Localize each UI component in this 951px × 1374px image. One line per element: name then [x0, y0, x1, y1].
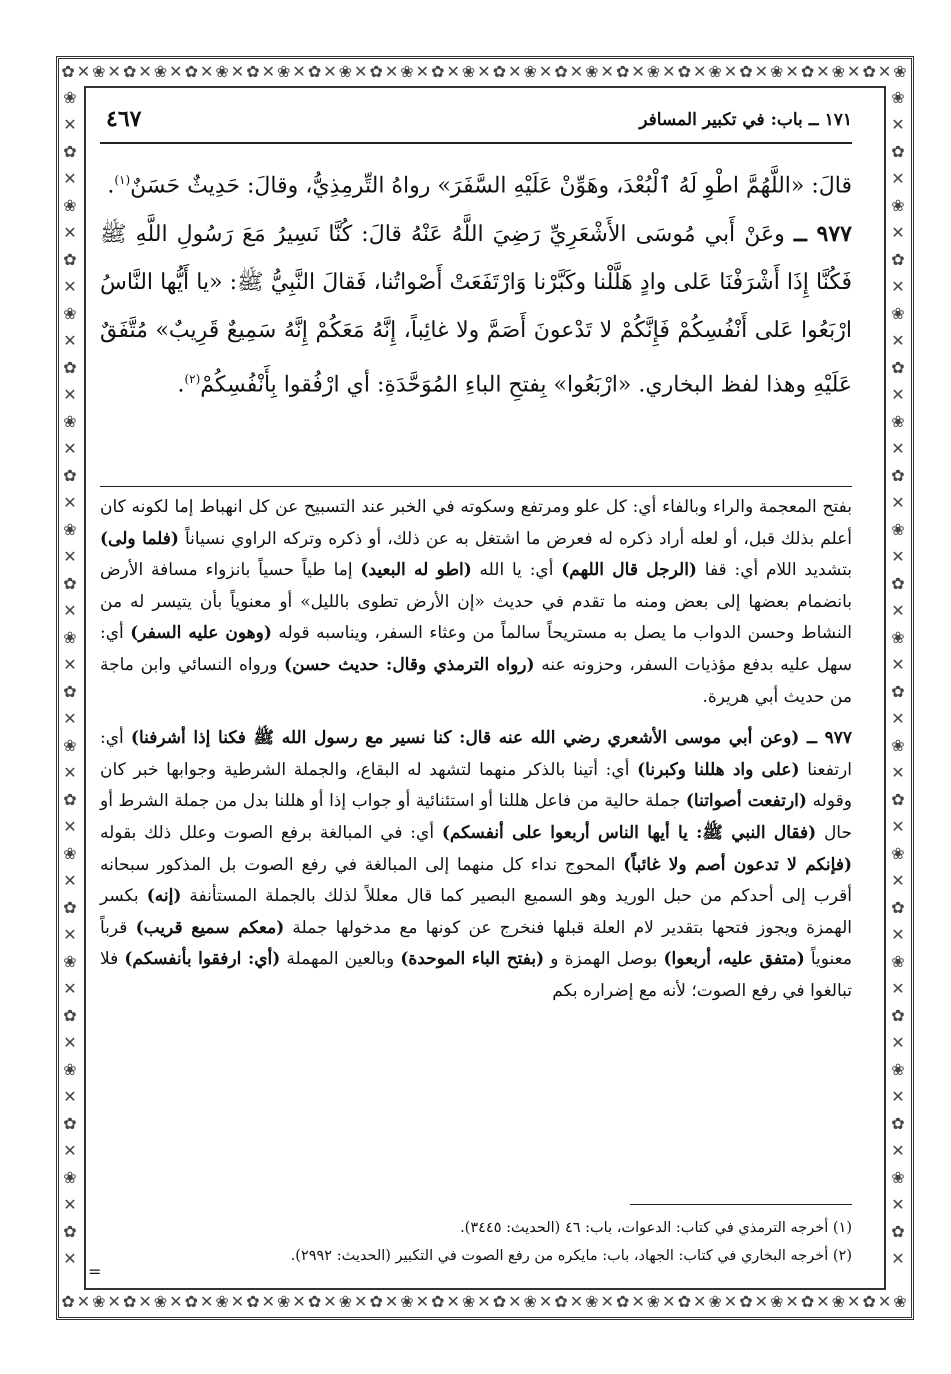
commentary-p2-segment-15: بوصل الهمزة و: [544, 949, 664, 970]
ornament-border-top: ✿✕❀✕✿✕❀✕✿✕❀✕✿✕❀✕✿✕❀✕✿✕❀✕✿✕❀✕✿✕❀✕✿✕❀✕✿✕❀✕✿✕❀✕✿✕❀✕✿✕❀✕✿✕❀: [61, 62, 909, 81]
hadith-text-block: [100, 156, 852, 410]
commentary-p2-segment-12: (معكم سميع قريب): [135, 917, 285, 938]
commentary-p1-segment-0: بفتح المعجمة والراء وبالفاء أي: كل علو ومرتفع وسكوته في الخبر عند التسبيح عن كل انهباط إما لكونه كان أعلم بذلك قبل، أو لعله أراد ذكره له فعرض ما اشتغل به عن ذلك، أو ذكره وتركه الراوي نسياناً: [100, 497, 852, 549]
footnotes: [100, 1214, 852, 1270]
commentary-p2-segment-1: أي: ارتفعنا: [100, 728, 852, 780]
margin-mark: =: [88, 1262, 102, 1281]
footnote-marker-2: (٢): [184, 372, 201, 387]
commentary-p1-segment-8: أي: سهل عليه بدفع مؤذيات السفر، وحزونه عنه: [100, 623, 853, 675]
commentary-p2-segment-14: (متفق عليه، أربعوا): [663, 949, 805, 970]
commentary-p2-segment-19: فلا تبالغوا في رفع الصوت؛ لأنه مع إضراره بكم: [100, 949, 852, 1001]
commentary-p2-segment-2: (على واد هللنا وكبرنا): [637, 759, 800, 780]
footnote-1: (١) أخرجه الترمذي في كتاب: الدعوات، باب: ٤٦ (الحديث: ٣٤٤٥).: [460, 1220, 852, 1236]
commentary-p2-segment-7: أي: في المبالغة برفع الصوت وعلل ذلك بقوله: [100, 822, 442, 843]
commentary-paragraph-1: [100, 492, 852, 713]
footnote-marker-1: (١): [114, 173, 131, 187]
footnote-2: (٢) أخرجه البخاري في كتاب: الجهاد، باب: مايكره من رفع الصوت في التكبير (الحديث: ٢٩٩٢).: [290, 1248, 852, 1264]
section-title: ١٧١ ــ باب: في تكبير المسافر: [639, 110, 852, 130]
commentary-p2-segment-3: أي: أتينا بالذكر منهما لتشهد له البقاع، والجملة الشرطية وجوابها خبر كان وقوله: [100, 759, 852, 812]
hadith-977: ٩٧٧ ــ وعَنْ أَبي مُوسَى الأَشْعَرِيِّ رَضِيَ اللَّهُ عَنْهُ قالَ: كُنَّا نَسِيرُ مَعَ رَسُولِ اللَّهِ ﷺ فَكُنَّا إِذَا أَشْرَفْنَا عَلى وادٍ هَلَّلْنا وكَبَّرْنا وَارْتَفَعَتْ أَصْواتُنا، فَقالَ النَّبِيُّ ﷺ: «يا أَيُّها النَّاسُ ارْبَعُوا عَلى أَنْفُسِكُمْ فَإِنَّكُمْ لا تَدْعونَ أَصَمَّ ولا غائِباً، إِنَّهُ مَعَكُمْ إِنَّهُ سَمِيعٌ قَرِيبٌ» مُتَّفَقٌ عَلَيْهِ وهذا لفظ البخاري. «ارْبَعُوا» بِفتحِ الباءِ المُوَحَّدَةِ: أي ارْفُقوا بِأَنْفُسِكُمْ$^{(٢)}$.: [100, 221, 852, 398]
commentary-p1-segment-6: إما طياً حسياً بانزواء مسافة الأرض بانضمام بعضها إلى بعض ومنه ما تقدم في حديث «إن الأرض تطوى بالليل» أو معنوياً بأن يتيسر له من النشاط وحسن الدواب ما يصل به مستريحاً سالماً من وعثاء السفر، ويناسبه قوله: [100, 560, 852, 644]
commentary-p2-segment-9: المحوج نداء كل منهما إلى المبالغة في رفع الصوت بل المذكور سبحانه أقرب إلى أحدكم من حبل الوريد وهو السميع البصير كما قال معللاً لذلك بالجملة المستأنفة: [100, 854, 852, 907]
commentary-p2-segment-8: (فإنكم لا تدعون أصم ولا غائباً): [623, 854, 852, 875]
commentary-p2-segment-16: (بفتح الباء الموحدة): [400, 949, 545, 970]
commentary-p2-segment-18: (أي: ارفقوا بأنفسكم): [124, 949, 281, 970]
commentary-p1-segment-5: (اطو له البعيد): [360, 560, 472, 581]
ornament-border-bottom: ✿✕❀✕✿✕❀✕✿✕❀✕✿✕❀✕✿✕❀✕✿✕❀✕✿✕❀✕✿✕❀✕✿✕❀✕✿✕❀✕✿✕❀✕✿✕❀✕✿✕❀✕✿✕❀: [61, 1292, 909, 1311]
page-header: [100, 106, 852, 144]
commentary-p1-segment-7: (وهون عليه السفر): [130, 623, 272, 644]
hadith-body: وعَنْ أَبي مُوسَى الأَشْعَرِيِّ رَضِيَ اللَّهُ عَنْهُ قالَ: كُنَّا نَسِيرُ مَعَ رَسُولِ اللَّهِ ﷺ فَكُنَّا إِذَا أَشْرَفْنَا عَلى وادٍ هَلَّلْنا وكَبَّرْنا وَارْتَفَعَتْ أَصْواتُنا، فَقالَ النَّبِيُّ ﷺ: «يا أَيُّها النَّاسُ ارْبَعُوا عَلى أَنْفُسِكُمْ فَإِنَّكُمْ لا تَدْعونَ أَصَمَّ ولا غائِباً، إِنَّهُ مَعَكُمْ إِنَّهُ سَمِيعٌ قَرِيبٌ» مُتَّفَقٌ عَلَيْهِ وهذا لفظ البخاري. «ارْبَعُوا» بِفتحِ الباءِ المُوَحَّدَةِ: أي ارْفُقوا بِأَنْفُسِكُمْ: [100, 222, 852, 398]
commentary-divider: [100, 486, 852, 487]
commentary-p1-segment-3: (الرجل قال اللهم): [561, 560, 697, 581]
commentary-p2-segment-17: وبالعين المهملة: [280, 949, 401, 970]
page-number: ٤٦٧: [106, 106, 142, 132]
commentary-p2-segment-13: قرباً معنوياً: [100, 917, 852, 970]
footnote-divider: [630, 1204, 852, 1205]
hadith-intro-line: قالَ: «اللَّهُمَّ اطْوِ لَهُ ٱلْبُعْدَ، وهَوِّنْ عَلَيْهِ السَّفَرَ» رواهُ التِّرمِذِيُّ، وقالَ: حَدِيثٌ حَسَنٌ$^{(١)}$.: [107, 173, 852, 199]
commentary-p2-segment-5: جملة حالية من فاعل هللنا أو استئنائية أو جواب إذا أو هللنا بدل من جملة الشرط أو حال: [100, 791, 852, 843]
commentary-block: [100, 492, 852, 1008]
commentary-p1-segment-4: أي: يا الله: [471, 560, 562, 581]
commentary-p1-segment-10: ورواه النسائي وابن ماجة من حديث أبي هريرة.: [100, 654, 852, 707]
commentary-p2-segment-0: ٩٧٧ ــ (وعن أبي موسى الأشعري رضي الله عنه قال: كنا نسير مع رسول الله ﷺ فكنا إذا أشرفنا): [130, 728, 852, 749]
commentary-paragraph-2: [100, 723, 852, 1007]
ornament-border-right: ❀ ✕ ✿ ✕ ❀ ✕ ✿ ✕ ❀ ✕ ✿ ✕ ❀ ✕ ✿ ✕ ❀ ✕ ✿ ✕ ❀ ✕ ✿ ✕ ❀ ✕ ✿ ✕ ❀ ✕ ✿ ✕ ❀ ✕ ✿ ✕ ❀ ✕ ✿ ✕ ❀ ✕ ✿ ✕: [891, 88, 907, 1268]
commentary-p1-segment-9: (رواه الترمذي وقال: حديث حسن): [284, 654, 535, 675]
commentary-p2-segment-6: (فقال النبي ﷺ: يا أيها الناس أربعوا على أنفسكم): [441, 822, 817, 843]
commentary-p2-segment-4: (ارتفعت أصواتنا): [685, 791, 807, 812]
commentary-p2-segment-10: (إنه): [146, 886, 182, 907]
commentary-p2-segment-11: بكسر الهمزة ويجوز فتحها بتقدير لام العلة قبلها فنخرج عن كونها مع مدخولها جملة: [100, 886, 852, 938]
hadith-number: ٩٧٧ ــ: [793, 221, 852, 248]
ornament-border-left: ❀ ✕ ✿ ✕ ❀ ✕ ✿ ✕ ❀ ✕ ✿ ✕ ❀ ✕ ✿ ✕ ❀ ✕ ✿ ✕ ❀ ✕ ✿ ✕ ❀ ✕ ✿ ✕ ❀ ✕ ✿ ✕ ❀ ✕ ✿ ✕ ❀ ✕ ✿ ✕ ❀ ✕ ✿ ✕: [63, 88, 79, 1268]
commentary-p1-segment-1: (فلما ولى): [100, 528, 179, 549]
commentary-p1-segment-2: بتشديد اللام أي: قفا: [696, 560, 852, 581]
